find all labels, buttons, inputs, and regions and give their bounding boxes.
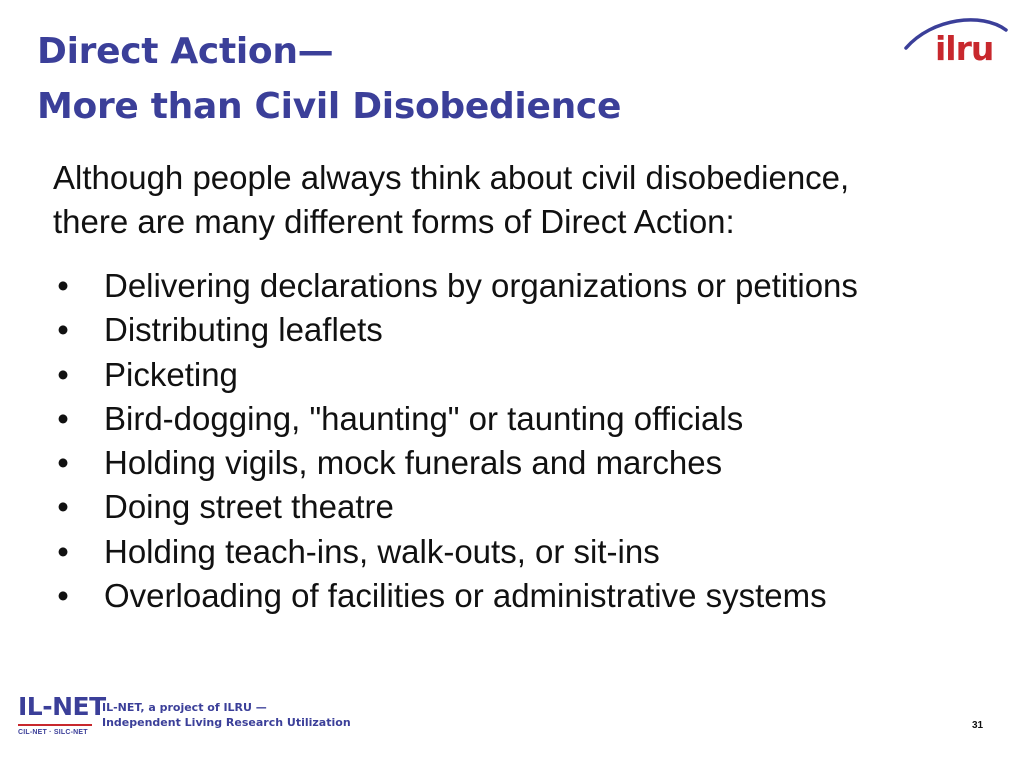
footer-line-2: Independent Living Research Utilization: [102, 716, 351, 729]
list-item: [53, 485, 858, 529]
bullet-icon: •: [57, 488, 69, 526]
title-line-2: More than Civil Disobedience: [37, 86, 622, 127]
list-item: [53, 308, 858, 352]
bullet-icon: •: [57, 311, 69, 349]
bullet-icon: •: [57, 267, 69, 304]
list-item: [53, 441, 858, 485]
footer-caption: [102, 700, 351, 730]
bullet-icon: •: [57, 532, 69, 570]
list-item-text: Doing street theatre: [104, 488, 394, 526]
il-net-logo-bar: [18, 724, 92, 726]
bullet-icon: •: [57, 355, 69, 393]
slide-title: [37, 24, 621, 134]
intro-line-1: Although people always think about civil disobedience,: [53, 159, 850, 196]
list-item: [53, 574, 858, 618]
page-number: 31: [972, 720, 984, 731]
bullet-icon: •: [57, 577, 69, 615]
list-item: [53, 397, 858, 441]
ilru-logo: [902, 8, 1012, 70]
list-item: [53, 530, 858, 574]
il-net-logo-subtext: CIL-NET · SILC-NET: [18, 729, 88, 736]
footer-line-1: IL-NET, a project of ILRU —: [102, 701, 267, 714]
il-net-logo: [18, 692, 106, 740]
intro-line-2: there are many different forms of Direct Action:: [53, 203, 735, 240]
list-item-text: Bird-dogging, "haunting" or taunting officials: [104, 399, 744, 437]
list-item: [53, 353, 858, 397]
bullet-icon: •: [57, 444, 69, 482]
list-item-text: Overloading of facilities or administrative systems: [104, 577, 827, 615]
list-item-text: Delivering declarations by organizations or petitions: [104, 267, 858, 304]
logo-text: ilru: [935, 29, 994, 68]
title-line-1: Direct Action—: [37, 31, 334, 72]
list-item: [53, 264, 858, 308]
il-net-logo-text: IL-NET: [18, 692, 106, 721]
intro-paragraph: [53, 156, 983, 244]
list-item-text: Distributing leaflets: [104, 311, 383, 349]
bullet-icon: •: [57, 399, 69, 437]
list-item-text: Holding teach-ins, walk-outs, or sit-ins: [104, 532, 660, 570]
list-item-text: Picketing: [104, 355, 238, 393]
bullet-list: [53, 264, 858, 618]
list-item-text: Holding vigils, mock funerals and marches: [104, 444, 723, 482]
